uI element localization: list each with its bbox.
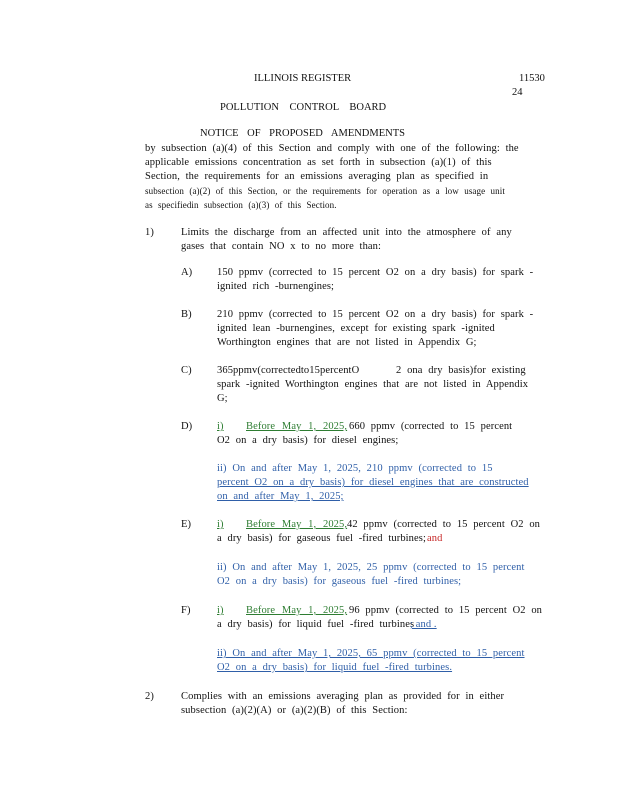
item-f-i-rest: 96 ppmv (corrected to 15 percent O2 on: [349, 605, 543, 616]
item-1-line-2: gases that contain NO x to no more than:: [181, 241, 382, 252]
item-b-line-2: ignited lean -burnengines, except for existing spark -ignited: [217, 323, 495, 334]
item-f-ii-line-2: O2 on a dry basis) for liquid fuel -fired turbines.: [217, 662, 453, 673]
item-d-ii-line-3: on and after May 1, 2025;: [217, 491, 344, 502]
item-c-line-2: spark -ignited Worthington engines that are not listed in Appendix: [217, 379, 529, 390]
board-name: POLLUTION CONTROL BOARD: [220, 102, 387, 113]
item-2-line-1: Complies with an emissions averaging plan as provided for in either: [181, 691, 505, 702]
item-b-label: B): [181, 309, 192, 320]
item-a-line-1: 150 ppmv (corrected to 15 percent O2 on a dry basis) for spark -: [217, 267, 534, 278]
item-e-i-and: and: [427, 533, 443, 544]
item-d-label: D): [181, 421, 193, 432]
item-c-line-1a: 365ppmv(correctedto15percentO: [217, 365, 360, 376]
item-d-ii-line-2: percent O2 on a dry basis) for diesel engines that are constructed: [217, 477, 529, 488]
intro-line-5: as specifiedin subsection (a)(3) of this Section.: [145, 200, 337, 210]
intro-line-2: applicable emissions concentration as set forth in subsection (a)(1) of this: [145, 157, 492, 168]
item-e-i-marker: i): [217, 519, 224, 530]
item-f-i-date: Before May 1, 2025,: [246, 605, 348, 616]
item-f-ii-line-1: ii) On and after May 1, 2025, 65 ppmv (corrected to 15 percent: [217, 648, 525, 659]
item-d-i-rest: 660 ppmv (corrected to 15 percent: [349, 421, 513, 432]
item-c-line-3: G;: [217, 393, 228, 404]
item-c-label: C): [181, 365, 192, 376]
item-2-number: 2): [145, 691, 154, 702]
notice-title: NOTICE OF PROPOSED AMENDMENTS: [200, 128, 405, 139]
item-f-label: F): [181, 605, 191, 616]
item-e-i-date: Before May 1, 2025,: [246, 519, 348, 530]
item-a-line-2: ignited rich -burnengines;: [217, 281, 335, 292]
intro-line-3: Section, the requirements for an emissions averaging plan as specified in: [145, 171, 489, 182]
item-a-label: A): [181, 267, 193, 278]
intro-line-4: subsection (a)(2) of this Section, or the requirements for operation as a low usage unit: [145, 186, 505, 196]
item-2-line-2: subsection (a)(2)(A) or (a)(2)(B) of this Section:: [181, 705, 408, 716]
item-b-line-1: 210 ppmv (corrected to 15 percent O2 on a dry basis) for spark -: [217, 309, 534, 320]
item-1-number: 1): [145, 227, 154, 238]
item-d-i-date: Before May 1, 2025,: [246, 421, 348, 432]
item-e-label: E): [181, 519, 192, 530]
item-e-ii-line-1: ii) On and after May 1, 2025, 25 ppmv (corrected to 15 percent: [217, 562, 525, 573]
item-d-i-marker: i): [217, 421, 224, 432]
item-e-ii-line-2: O2 on a dry basis) for gaseous fuel -fired turbines;: [217, 576, 462, 587]
issue-number: 24: [512, 87, 523, 98]
item-f-i-marker: i): [217, 605, 224, 616]
intro-line-1: by subsection (a)(4) of this Section and comply with one of the following: the: [145, 143, 519, 154]
item-d-ii-line-1: ii) On and after May 1, 2025, 210 ppmv (corrected to 15: [217, 463, 493, 474]
item-f-i-line-2: a dry basis) for liquid fuel -fired turbines: [217, 619, 415, 630]
item-1-line-1: Limits the discharge from an affected unit into the atmosphere of any: [181, 227, 512, 238]
item-b-line-3: Worthington engines that are not listed in Appendix G;: [217, 337, 477, 348]
item-f-i-and: ; and .: [410, 619, 437, 630]
item-c-line-1b: 2 ona dry basis)for existing: [396, 365, 526, 376]
register-title: ILLINOIS REGISTER: [254, 73, 352, 84]
page-number: 11530: [519, 73, 545, 84]
item-e-i-line-2: a dry basis) for gaseous fuel -fired turbines;: [217, 533, 427, 544]
item-d-i-line-2: O2 on a dry basis) for diesel engines;: [217, 435, 399, 446]
item-e-i-rest: 42 ppmv (corrected to 15 percent O2 on: [347, 519, 541, 530]
